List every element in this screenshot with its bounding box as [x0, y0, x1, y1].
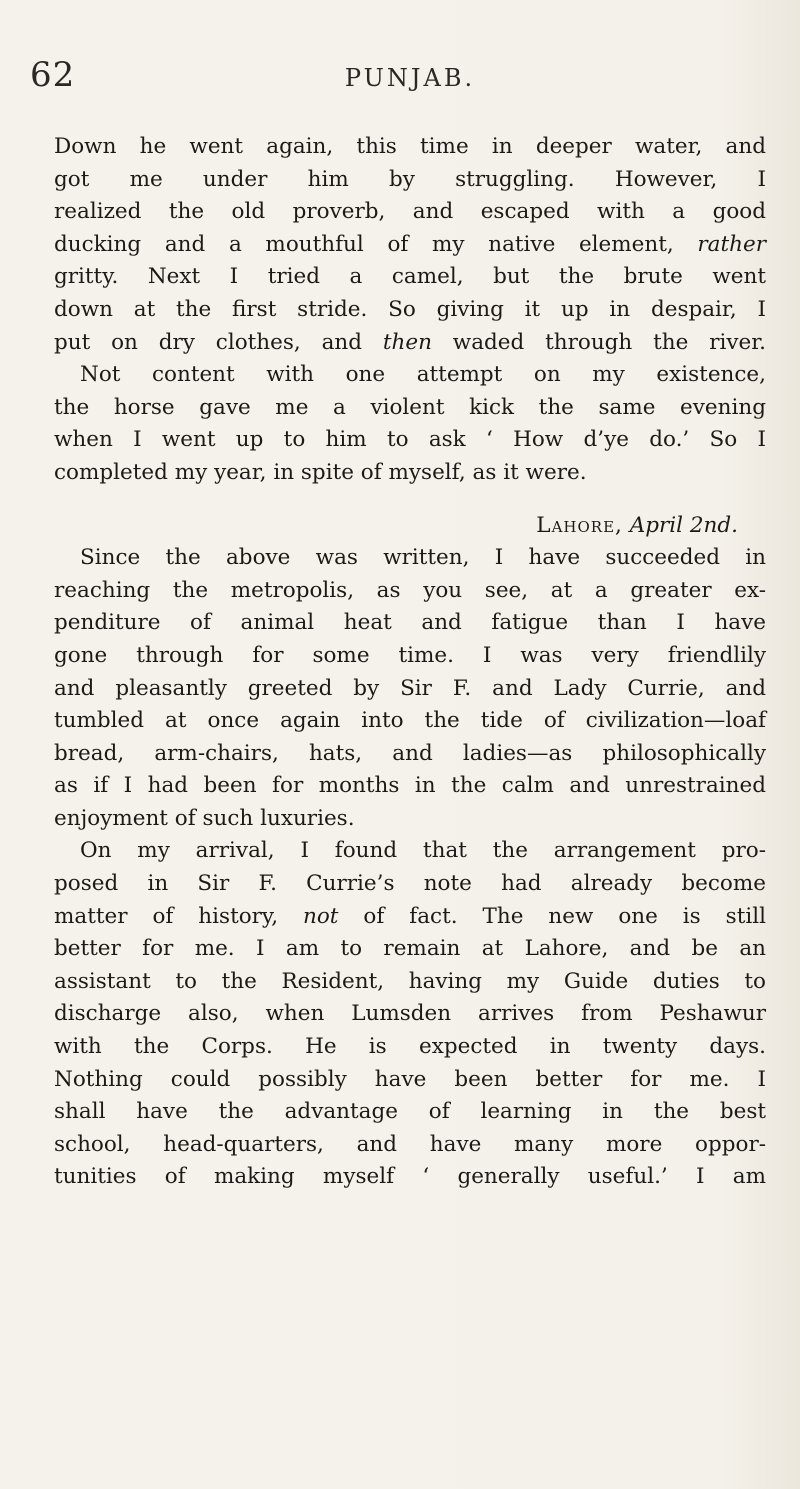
italic-run: not — [303, 903, 339, 929]
running-head: PUNJAB. — [344, 64, 476, 92]
body-text — [54, 131, 766, 1194]
text-run: waded through the river. — [431, 329, 766, 355]
text-line: down at the first stride. So giving it up in despair, I — [54, 296, 766, 322]
text-line: penditure of animal heat and fatigue than I have — [54, 610, 766, 636]
text-line: On my arrival, I found that the arrangement pro- — [80, 838, 766, 864]
dateline — [54, 510, 766, 543]
text-line: gone through for some time. I was very friendlily — [54, 642, 766, 668]
text-line: Down he went again, this time in deeper water, and — [54, 134, 766, 159]
text-line — [54, 327, 766, 360]
text-line: as if I had been for months in the calm and unrestrained — [54, 773, 766, 799]
text-line: Not content with one attempt on my existence, — [80, 362, 766, 388]
text-line: enjoyment of such luxuries. — [54, 805, 355, 831]
text-line: shall have the advantage of learning in the best — [54, 1099, 766, 1125]
text-line: tumbled at once again into the tide of civilization—loaf — [54, 708, 766, 734]
text-line: and pleasantly greeted by Sir F. and Lady Currie, and — [54, 675, 766, 701]
text-line: assistant to the Resident, having my Guide duties to — [54, 968, 766, 994]
text-line: better for me. I am to remain at Lahore, and be an — [54, 936, 766, 962]
page-header — [0, 55, 800, 105]
text-run: put on dry clothes, and — [54, 329, 383, 355]
text-line: Nothing could possibly have been better for me. I — [54, 1066, 766, 1092]
text-line: posed in Sir F. Currie’s note had already become — [54, 871, 766, 897]
dateline-place: Lahore, — [536, 512, 623, 538]
paragraph-1 — [54, 131, 766, 359]
text-line: school, head-quarters, and have many more oppor- — [54, 1131, 766, 1157]
text-line — [54, 229, 766, 262]
dateline-date: April 2nd. — [629, 512, 738, 538]
italic-run: rather — [697, 231, 766, 257]
text-line — [54, 901, 766, 934]
text-line: tunities of making myself ‘ generally useful.’ I am — [54, 1164, 766, 1190]
text-line: discharge also, when Lumsden arrives from Peshawur — [54, 1001, 766, 1027]
paragraph-3 — [54, 542, 766, 835]
text-line: realized the old proverb, and escaped with a good — [54, 199, 766, 225]
text-line: the horse gave me a violent kick the same evening — [54, 394, 766, 420]
italic-run: then — [382, 329, 432, 355]
text-line: bread, arm-chairs, hats, and ladies—as philosophically — [54, 740, 766, 766]
spacer — [54, 490, 766, 510]
text-line: Since the above was written, I have succeeded in — [80, 545, 766, 571]
paragraph-2 — [54, 359, 766, 489]
text-run: ducking and a mouthful of my native element, — [54, 231, 698, 257]
page-number: 62 — [30, 55, 76, 95]
text-run: matter of history, — [54, 903, 304, 929]
paragraph-4 — [54, 835, 766, 1194]
text-line: with the Corps. He is expected in twenty days. — [54, 1034, 766, 1060]
text-line: completed my year, in spite of myself, as it were. — [54, 459, 587, 485]
text-line: when I went up to him to ask ‘ How d’ye do.’ So I — [54, 427, 766, 453]
text-line: reaching the metropolis, as you see, at a greater ex- — [54, 577, 766, 603]
text-run: of fact. The new one is still — [338, 903, 766, 929]
text-line: got me under him by struggling. However, I — [54, 166, 766, 192]
text-line: gritty. Next I tried a camel, but the brute went — [54, 264, 766, 290]
